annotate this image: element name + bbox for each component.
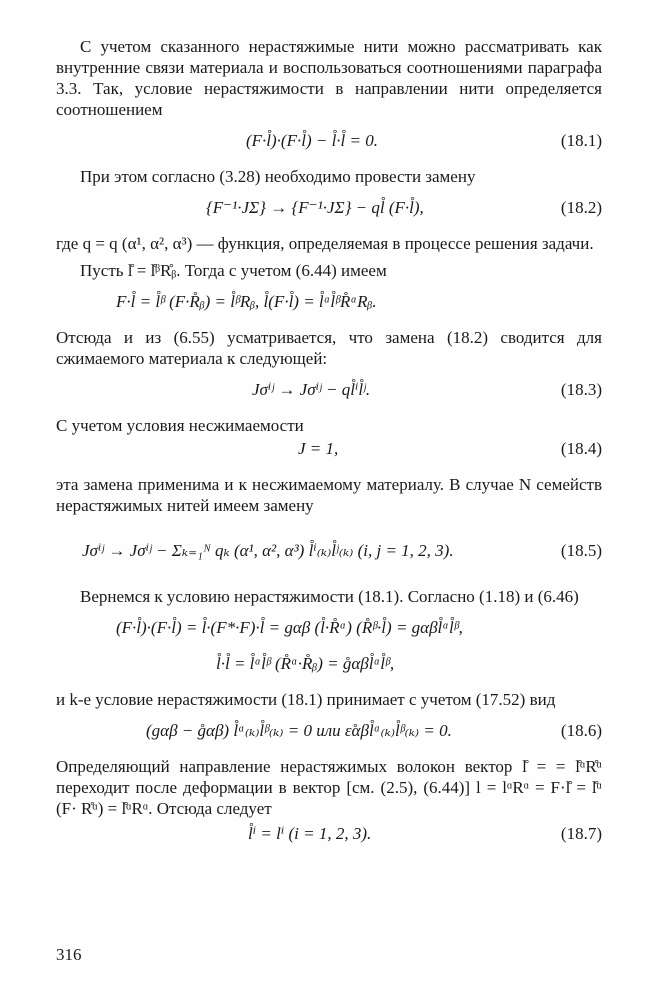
paragraph-5: Отсюда и из (6.55) усматривается, что замена (18.2) сводится для сжимаемого материала к следующей: (56, 328, 602, 368)
equation-expr: l̊·l̊ = l̊ᵅl̊ᵝ (R̊ᵅ·R̊ᵦ) = g̊αβl̊ᵅl̊ᵝ, (216, 654, 395, 673)
equation-expr: Jσⁱʲ → Jσⁱʲ − ql̊ⁱl̊ʲ. (252, 380, 371, 399)
paragraph-2: При этом согласно (3.28) необходимо провести замену (80, 167, 476, 186)
paragraph-7: эта замена применима и к несжимаемому материалу. В случае N семейств нерастяжимых нитей имеем замену (56, 475, 602, 515)
paragraph-9: и k-е условие нерастяжимости (18.1) принимает с учетом (17.52) вид (56, 690, 556, 709)
paragraph-6: С учетом условия несжимаемости (56, 416, 304, 435)
page-number: 316 (56, 945, 82, 964)
equation-18-4 (56, 438, 602, 464)
equation-expr: (gαβ − g̊αβ) l̊ᵅ₍ₖ₎l̊ᵝ₍ₖ₎ = 0 или ε̊αβl̊ᵅ₍ₖ₎l̊ᵝ₍ₖ₎ = 0. (146, 721, 452, 740)
paragraph-8: Вернемся к условию нерастяжимости (18.1). Согласно (1.18) и (6.46) (80, 587, 579, 606)
equation-number: (18.6) (560, 721, 602, 740)
equation-expr: F·l̊ = l̊ᵝ (F·R̊ᵦ) = l̊ᵝRᵦ, l̊(F·l̊) = l̊ᵅl̊ᵝR̊ᵅRᵦ. (116, 292, 377, 311)
equation-18-1 (56, 130, 602, 156)
equation-expr: (F·l̊)·(F·l̊) − l̊·l̊ = 0. (246, 131, 378, 150)
equation-unnumbered-3 (56, 653, 602, 679)
equation-number: (18.4) (560, 439, 602, 458)
paragraph-3: где q = q (α¹, α², α³) — функция, определяемая в процессе решения задачи. (56, 234, 594, 253)
page-body (56, 36, 602, 859)
equation-expr: l̊ⁱ = lⁱ (i = 1, 2, 3). (248, 824, 372, 843)
equation-number: (18.5) (560, 541, 602, 560)
equation-expr: (F·l̊)·(F·l̊) = l̊·(F*·F)·l̊ = gαβ (l̊·R̊ᵅ) (R̊ᵝ·l̊) = gαβl̊ᵅl̊ᵝ, (116, 618, 463, 637)
equation-expr: {F⁻¹·JΣ} → {F⁻¹·JΣ} − ql̊ (F·l̊), (206, 198, 424, 217)
equation-number: (18.2) (560, 198, 602, 217)
equation-number: (18.7) (560, 824, 602, 843)
equation-number: (18.3) (560, 380, 602, 399)
equation-18-5 (56, 526, 602, 576)
equation-unnumbered-1 (56, 291, 602, 317)
paragraph-1: С учетом сказанного нерастяжимые нити можно рассматривать как внутренние связи материала и воспользоваться соотношениями параграфа 3.3. Так, условие нерастяжимости в направлении нити определяется соотношением (56, 37, 602, 119)
equation-18-2 (56, 197, 602, 223)
equation-expr: Jσⁱʲ → Jσⁱʲ − Σₖ₌₁ᴺ qₖ (α¹, α², α³) l̊ⁱ₍ₖ₎l̊ʲ₍ₖ₎ (i, j = 1, 2, 3). (82, 541, 454, 560)
equation-18-6 (56, 720, 602, 746)
equation-unnumbered-2 (56, 617, 602, 643)
equation-18-7 (56, 823, 602, 849)
equation-expr: J = 1, (298, 439, 339, 458)
paragraph-10: Определяющий направление нерастяжимых волокон вектор l̊ = = l̊ᵅR̊ᵅ переходит после деформации в вектор [см. (2.5), (6.44)] l = lᵅRᵅ = F·l̊ = l̊ᵅ (F· R̊ᵅ) = l̊ᵅRᵅ. Отсюда следует (56, 757, 602, 818)
paragraph-4: Пусть l̊ = l̊ᵝR̊ᵦ. Тогда с учетом (6.44) имеем (80, 261, 387, 280)
equation-18-3 (56, 379, 602, 405)
equation-number: (18.1) (560, 131, 602, 150)
